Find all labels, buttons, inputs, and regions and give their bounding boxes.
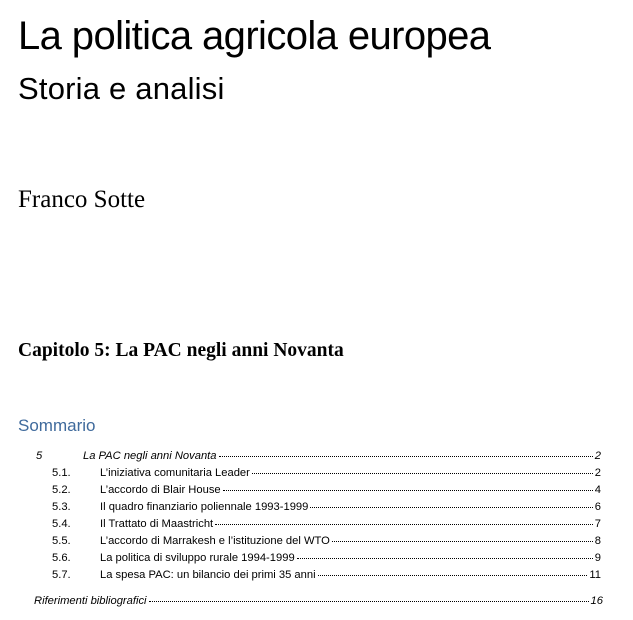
toc-entry-number: 5.2. — [52, 484, 71, 496]
toc-entry-label: Il quadro finanziario poliennale 1993-1999 — [100, 501, 309, 513]
toc-entry-label: Il Trattato di Maastricht — [100, 518, 214, 530]
toc-entry-page: 7 — [594, 518, 601, 530]
toc-entry-label: L’accordo di Marrakesh e l’istituzione del WTO — [100, 535, 330, 547]
toc-leader-dots — [297, 548, 593, 559]
toc-entry-page: 11 — [589, 569, 601, 581]
author-name: Franco Sotte — [18, 186, 146, 213]
toc-entry-number: 5.3. — [52, 501, 71, 513]
toc-entry-label: La PAC negli anni Novanta — [83, 450, 217, 462]
document-subtitle: Storia e analisi — [18, 71, 225, 106]
toc-entry-number: 5.6. — [52, 552, 71, 564]
toc-entry-label: L’iniziativa comunitaria Leader — [100, 467, 250, 479]
toc-leader-dots — [215, 514, 593, 525]
toc-entry-number: 5.4. — [52, 518, 71, 530]
toc-leader-dots — [252, 463, 593, 474]
toc-entry-5-1[interactable] — [52, 465, 601, 481]
toc-leader-dots — [318, 565, 588, 576]
toc-entry-5-2[interactable] — [52, 482, 601, 498]
toc-entry-number: 5.7. — [52, 569, 71, 581]
toc-entry-label: La politica di sviluppo rurale 1994-1999 — [100, 552, 295, 564]
toc-leader-dots — [332, 531, 593, 542]
toc-leader-dots — [149, 591, 589, 602]
toc-entry-label: L’accordo di Blair House — [100, 484, 221, 496]
toc-entry-page: 9 — [594, 552, 601, 564]
toc-entry-page: 2 — [594, 467, 601, 479]
toc-entry-5-3[interactable] — [52, 499, 601, 515]
toc-entry-page: 16 — [590, 595, 603, 607]
toc-entry-5-7[interactable] — [52, 567, 601, 583]
toc-entry-5-6[interactable] — [52, 550, 601, 566]
toc-entry-label: Riferimenti bibliografici — [34, 595, 147, 607]
toc-entry-page: 2 — [594, 450, 601, 462]
toc-entry-chapter[interactable] — [36, 448, 601, 464]
toc-entry-number: 5.5. — [52, 535, 71, 547]
toc-entry-page: 6 — [594, 501, 601, 513]
toc-entry-number: 5.1. — [52, 467, 71, 479]
toc-entry-label: La spesa PAC: un bilancio dei primi 35 anni — [100, 569, 316, 581]
toc-entry-page: 4 — [594, 484, 601, 496]
toc-entry-5-4[interactable] — [52, 516, 601, 532]
toc-entry-references[interactable] — [34, 593, 603, 609]
toc-leader-dots — [219, 446, 593, 457]
toc-leader-dots — [310, 497, 592, 508]
toc-leader-dots — [223, 480, 593, 491]
chapter-heading: Capitolo 5: La PAC negli anni Novanta — [18, 340, 344, 361]
toc-entry-5-5[interactable] — [52, 533, 601, 549]
toc-entry-page: 8 — [594, 535, 601, 547]
document-title: La politica agricola europea — [18, 14, 491, 58]
toc-entry-number: 5 — [36, 450, 43, 462]
toc-heading: Sommario — [18, 416, 96, 435]
